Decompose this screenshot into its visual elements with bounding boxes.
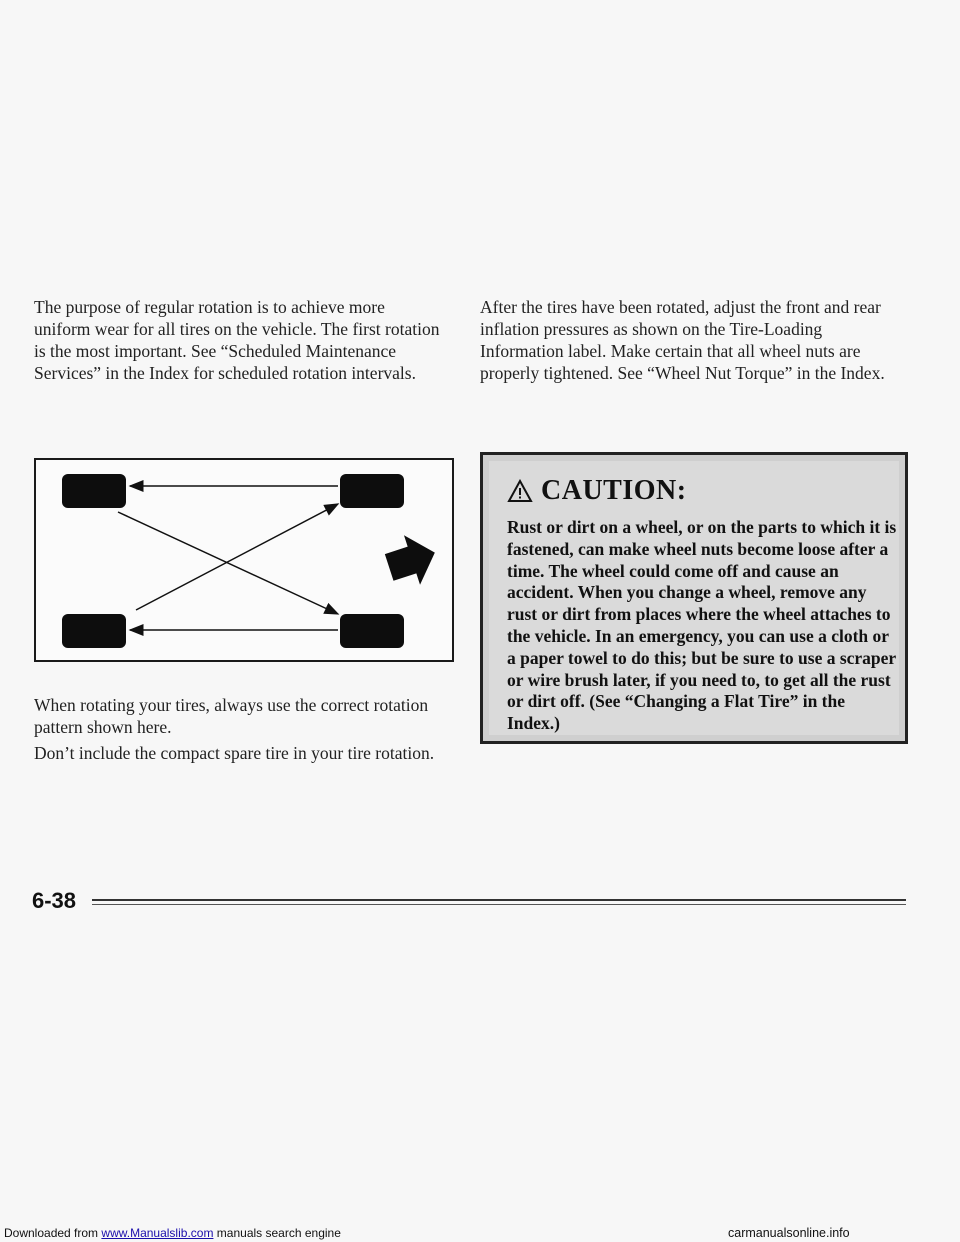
manualslib-link[interactable]: www.Manualslib.com (101, 1226, 214, 1240)
watermark-text: carmanualsonline.info (728, 1226, 850, 1240)
caution-panel (489, 461, 899, 735)
download-suffix: manuals search engine (216, 1226, 341, 1240)
caution-header (507, 475, 687, 507)
caution-text: Rust or dirt on a wheel, or on the parts to which it is fastened, can make wheel nuts become loose after a time. The wheel could come off and cause an accident. When you change a wheel, remove any rust or dirt from places where the wheel attaches to the vehicle. In an emergency, you can use a cloth or a paper towel to do this; but be sure to use a scraper or wire brush later, if you need to, to get all the rust or dirt off. (See “Changing a Flat Tire” in the Index.) (507, 517, 897, 734)
spare-tire-paragraph: Don’t include the compact spare tire in your tire rotation. (34, 743, 435, 763)
rotation-purpose-paragraph: The purpose of regular rotation is to achieve more uniform wear for all tires on the vehicle. The first rotation is the most important. See “Scheduled Maintenance Services” in the Index for scheduled rotation intervals. (34, 297, 440, 383)
download-prefix: Downloaded from (4, 1226, 99, 1240)
after-rotation-paragraph: After the tires have been rotated, adjust the front and rear inflation pressures as shown on the Tire-Loading Information label. Make certain that all wheel nuts are properly tightened. See “Wheel Nut Torque” in the Index. (480, 297, 885, 383)
caution-box (480, 452, 908, 744)
page-number: 6-38 (32, 888, 77, 913)
footer-rule (92, 899, 906, 901)
download-source-line (4, 1226, 341, 1240)
forward-arrow-icon (381, 528, 443, 592)
tire-left-top (62, 474, 126, 508)
tire-left-bottom (62, 614, 126, 648)
tire-right-top (340, 474, 404, 508)
rotation-pattern-paragraph: When rotating your tires, always use the correct rotation pattern shown here. (34, 695, 429, 737)
arrow-diagonal-up (136, 504, 338, 610)
warning-triangle-icon (507, 479, 533, 503)
tire-right-bottom (340, 614, 404, 648)
arrow-diagonal-down (118, 512, 338, 614)
caution-title: CAUTION: (541, 475, 687, 506)
tire-rotation-diagram (34, 458, 454, 662)
footer-rule-thin (92, 904, 906, 905)
rotation-pattern-svg (36, 460, 452, 660)
